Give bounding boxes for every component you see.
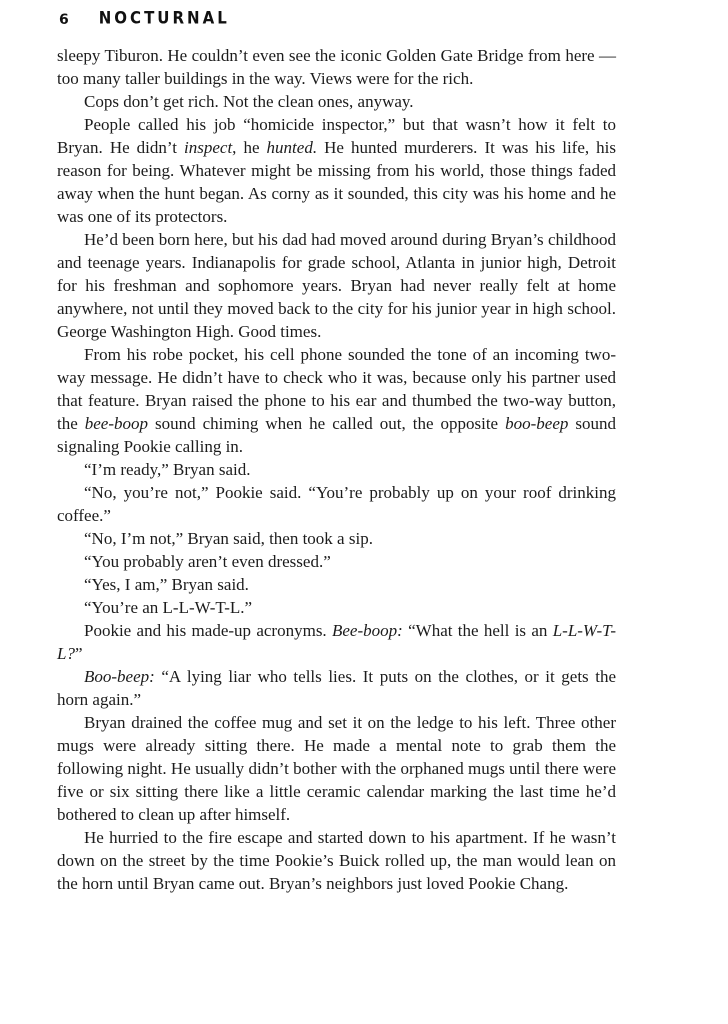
- paragraph: [57, 711, 616, 826]
- text-run: inspect: [184, 138, 233, 157]
- paragraph: [57, 619, 616, 665]
- text-run: “You probably aren’t even dressed.”: [84, 552, 331, 571]
- paragraph: [57, 113, 616, 228]
- paragraph: [57, 228, 616, 343]
- paragraph: [57, 44, 616, 90]
- text-run: Cops don’t get rich. Not the clean ones, anyway.: [84, 92, 414, 111]
- text-run: “No, you’re not,” Pookie said. “You’re probably up on your roof drinking coffee.”: [57, 483, 616, 525]
- text-run: Pookie and his made-up acronyms.: [84, 621, 332, 640]
- text-run: From his robe pocket, his cell phone sounded the tone of an incoming two-way message. He didn’t have to check who it was, because only his partner used that feature. Bryan raised the phone to his ear and thumbed the two-way button, the: [57, 345, 616, 433]
- text-run: Boo-beep:: [84, 667, 155, 686]
- paragraph: [57, 596, 616, 619]
- text-run: “Yes, I am,” Bryan said.: [84, 575, 249, 594]
- text-run: He’d been born here, but his dad had moved around during Bryan’s childhood and teenage years. Indianapolis for grade school, Atlanta in junior high, Detroit for his freshman and sophomore years. Bryan had never really felt at home anywhere, not until they moved back to the city for his junior year in high school. George Washington High. Good times.: [57, 230, 616, 341]
- text-run: “A lying liar who tells lies. It puts on the clothes, or it gets the horn again.”: [57, 667, 616, 709]
- paragraph: [57, 527, 616, 550]
- text-run: sleepy Tiburon. He couldn’t even see the iconic Golden Gate Bridge from here — too many taller buildings in the way. Views were for the rich.: [57, 46, 616, 88]
- paragraph: [57, 826, 616, 895]
- paragraph: [57, 550, 616, 573]
- text-run: boo-beep: [505, 414, 569, 433]
- paragraph: [57, 665, 616, 711]
- paragraph: [57, 458, 616, 481]
- text-run: sound signaling Pookie calling in.: [57, 414, 616, 456]
- text-run: bee-boop: [84, 414, 149, 433]
- text-run: Bryan drained the coffee mug and set it on the ledge to his left. Three other mugs were already sitting there. He made a mental note to grab them the following night. He usually didn’t bother with the orphaned mugs until there were five or six sitting there like a little ceramic calendar marking the last time he’d bothered to clean up after himself.: [57, 713, 616, 824]
- text-run: “What the hell is an: [402, 621, 553, 640]
- page-body: [57, 44, 616, 895]
- paragraph: [57, 481, 616, 527]
- text-run: L-L-W-T-L?: [57, 621, 616, 663]
- text-run: Bee-boop:: [332, 621, 403, 640]
- paragraph: [57, 343, 616, 458]
- text-run: sound chiming when he called out, the opposite: [148, 414, 506, 433]
- text-run: “You’re an L-L-W-T-L.”: [84, 598, 253, 617]
- book-title: NOCTURNAL: [98, 7, 230, 28]
- text-run: hunted.: [266, 138, 318, 157]
- text-run: He hunted murderers. It was his life, his reason for being. Whatever might be missing from his world, those things faded away when the hunt began. As corny as it sounded, this city was his home and he was one of its protectors.: [57, 138, 616, 226]
- text-run: , he: [232, 138, 267, 157]
- text-run: People called his job “homicide inspector,” but that wasn’t how it felt to Bryan. He didn’t: [57, 115, 616, 157]
- paragraph: [57, 573, 616, 596]
- page-header: [59, 7, 616, 28]
- page-number: 6: [59, 12, 69, 28]
- text-run: ”: [74, 644, 83, 663]
- paragraph: [57, 90, 616, 113]
- text-run: He hurried to the fire escape and started down to his apartment. If he wasn’t down on the street by the time Pookie’s Buick rolled up, the man would lean on the horn until Bryan came out. Bryan’s neighbors just loved Pookie Chang.: [57, 828, 616, 893]
- text-run: “I’m ready,” Bryan said.: [84, 460, 251, 479]
- text-run: “No, I’m not,” Bryan said, then took a sip.: [84, 529, 373, 548]
